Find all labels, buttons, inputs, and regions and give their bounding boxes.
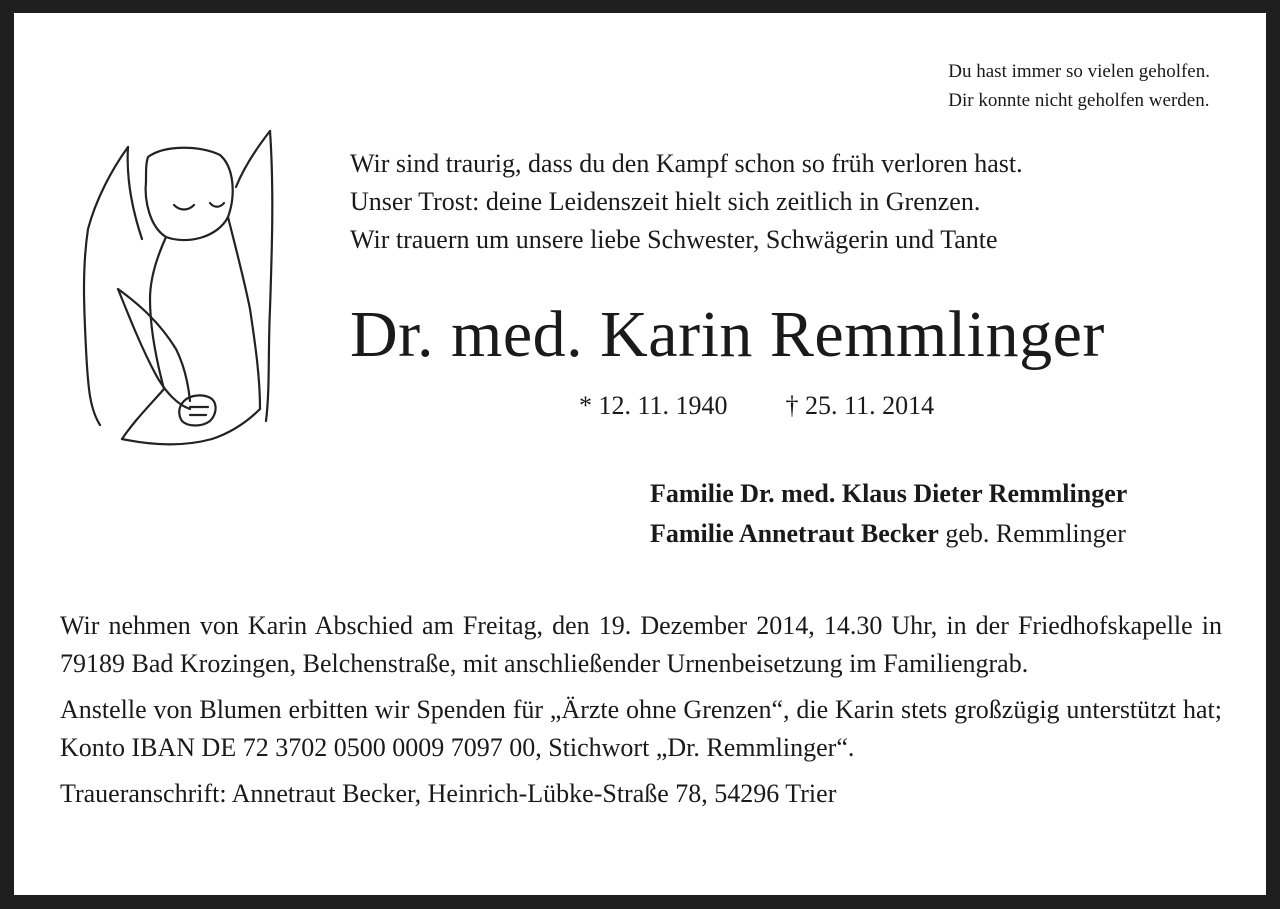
death-date: † 25. 11. 2014 bbox=[785, 391, 935, 420]
family-maiden-name: geb. Remmlinger bbox=[938, 519, 1126, 548]
obituary-notice bbox=[14, 13, 1266, 895]
intro-line-2: Unser Trost: deine Leidenszeit hielt sich zeitlich in Grenzen. bbox=[350, 187, 981, 216]
epigraph bbox=[948, 57, 1210, 115]
family-line-1 bbox=[650, 474, 1127, 514]
epigraph-line-2: Dir konnte nicht geholfen werden. bbox=[948, 90, 1210, 111]
mourning-address: Traueranschrift: Annetraut Becker, Heinrich-Lübke-Straße 78, 54296 Trier bbox=[60, 779, 837, 808]
family-name-2: Familie Annetraut Becker bbox=[650, 519, 939, 548]
intro-text bbox=[350, 145, 1023, 259]
farewell-paragraph: Wir nehmen von Karin Abschied am Freitag, den 19. Dezember 2014, 14.30 Uhr, in der Friedhofskapelle in 79189 Bad Krozingen, Belchenstraße, mit anschließender Urnenbeisetzung im Familiengrab. bbox=[60, 611, 1222, 678]
intro-line-1: Wir sind traurig, dass du den Kampf schon so früh verloren hast. bbox=[350, 149, 1023, 178]
angel-line-drawing-icon bbox=[60, 109, 290, 459]
family-line-2 bbox=[650, 514, 1127, 554]
notice-body bbox=[60, 607, 1222, 821]
intro-line-3: Wir trauern um unsere liebe Schwester, Schwägerin und Tante bbox=[350, 225, 998, 254]
family-name-1: Familie Dr. med. Klaus Dieter Remmlinger bbox=[650, 479, 1128, 508]
deceased-name: Dr. med. Karin Remmlinger bbox=[350, 298, 1105, 371]
mourning-family bbox=[650, 474, 1127, 554]
donation-paragraph: Anstelle von Blumen erbitten wir Spenden für „Ärzte ohne Grenzen“, die Karin stets großzügig unterstützt hat; Konto IBAN DE 72 3702 0500 0009 7097 00, Stichwort „Dr. Remmlinger“. bbox=[60, 695, 1222, 762]
life-dates bbox=[579, 389, 934, 423]
epigraph-line-1: Du hast immer so vielen geholfen. bbox=[948, 61, 1210, 82]
birth-date: * 12. 11. 1940 bbox=[579, 391, 728, 420]
